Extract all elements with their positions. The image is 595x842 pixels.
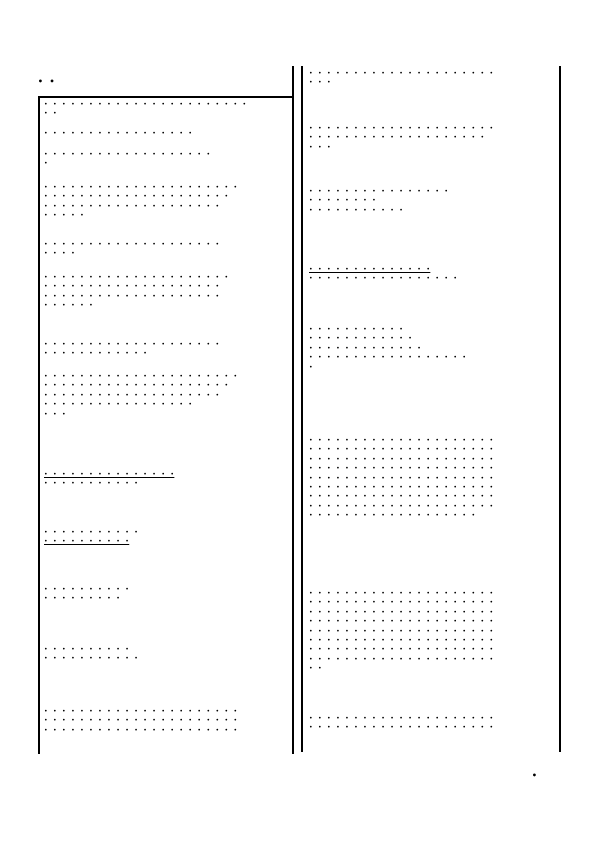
text-line: • • • • • • • • • • • • • • • • • • • bbox=[44, 151, 211, 158]
paragraph bbox=[44, 528, 290, 547]
text-line: • • • bbox=[309, 79, 332, 87]
text-line: • • • • • • • • • • • • • • • • • • • • • bbox=[44, 193, 229, 201]
text-line: • • • • • • • • • • • • • • • • • • • • • bbox=[309, 655, 494, 663]
paragraph bbox=[44, 129, 290, 138]
paragraph bbox=[309, 69, 555, 88]
text-block bbox=[44, 273, 290, 311]
paragraph bbox=[309, 187, 555, 215]
text-line: • • • • • • • • • • • • • • • • • • bbox=[309, 354, 467, 362]
text-block bbox=[44, 645, 290, 664]
text-line: • • • • • • • • • • • • • • • • • • • • bbox=[44, 391, 220, 399]
text-line: • • • • • • • • • • • • • • • • • • • • bbox=[44, 283, 220, 291]
text-line: • • • • • • • • • • • • • • • • • • • • • bbox=[309, 455, 494, 463]
text-line: • • bbox=[44, 110, 58, 118]
paragraph bbox=[309, 714, 555, 733]
text-line: • • • • • • • • • • • • • • • • • • • • • • bbox=[44, 708, 238, 715]
page-number: • bbox=[532, 771, 537, 780]
text-block bbox=[309, 187, 555, 215]
paragraph bbox=[44, 585, 290, 604]
paragraph bbox=[44, 100, 290, 119]
text-line: • • • • • • • • • • • • • • • • • • • • bbox=[44, 292, 220, 300]
paragraph bbox=[44, 340, 290, 359]
text-line: • • • • • • • • • • • • • • • • • • • • • bbox=[309, 608, 494, 616]
paragraph bbox=[309, 124, 555, 152]
text-line: • • • • • • • • • • • • • • • • • • • • • bbox=[309, 474, 494, 482]
text-line: • • • • • • • • • • • • • • • • • • • • bbox=[309, 134, 485, 142]
text-line: • • • • • • • • • • • • • • • • • bbox=[44, 130, 193, 137]
paragraph bbox=[44, 150, 290, 169]
text-line: • • • • • • • • • • • • • • • • • • • • • bbox=[309, 627, 494, 635]
text-line: • • • • • • • • • • • • • • • • • • • • • bbox=[309, 502, 494, 510]
text-block bbox=[309, 714, 555, 733]
text-line: • bbox=[44, 160, 49, 168]
text-line: • • • • • • • • • • • bbox=[44, 655, 139, 663]
text-block bbox=[44, 585, 290, 604]
text-line: • • • • • • • • • • • • • • • • • • • • • bbox=[309, 724, 494, 732]
text-line: • • • • • • • • • • • • • • • • • • • • • bbox=[309, 646, 494, 654]
text-line: • • • • • • • • • • • • • • • • • • • • • bbox=[309, 715, 494, 722]
paragraph bbox=[44, 645, 290, 664]
text-line: • • • • • • • • • • • • • • • • • • • • • bbox=[309, 590, 494, 597]
text-line: • • • bbox=[44, 410, 67, 418]
text-line: • • • • • • • • • • • • • • • • • • • • bbox=[44, 241, 220, 248]
paragraph bbox=[309, 265, 555, 284]
text-line: • • • • • • • • • • • • • • • • • • • • • bbox=[309, 599, 494, 607]
text-line: • • • bbox=[309, 143, 332, 151]
text-line: • • • • • • • • • • • • • • • • • • • • • bbox=[309, 125, 494, 132]
text-line: • • • • • • • • • • • • • • • • • • • • • • bbox=[44, 717, 238, 725]
text-block bbox=[44, 183, 290, 221]
text-line: • • • • • • • • • • • • • • • • • bbox=[44, 401, 193, 409]
text-line: • • • • • • • • • • • • • • • bbox=[44, 471, 175, 478]
text-line: • • • • • • • • • • • bbox=[44, 480, 139, 488]
text-block bbox=[309, 589, 555, 674]
paragraph bbox=[44, 183, 290, 221]
text-line: • • • • • • • • • • • bbox=[44, 529, 139, 536]
text-line: • • • • • • • • • • • • • • • • • • • • • bbox=[309, 70, 494, 77]
text-block bbox=[44, 100, 290, 119]
text-line: • • • • • • • • • • • • bbox=[44, 350, 148, 358]
text-line: • • • • • • • • • • • • • • • • • bbox=[309, 275, 458, 283]
text-block bbox=[44, 528, 290, 547]
text-line: • • • • • • • • • • bbox=[44, 538, 130, 546]
text-line: • • • • • • • • • • • • • • • • • • • • • • bbox=[44, 373, 238, 380]
column-divider bbox=[292, 66, 294, 752]
text-line: • • • • • • • • • • • • • • • • • • • • • • • bbox=[44, 101, 247, 108]
text-block bbox=[309, 325, 555, 372]
text-block bbox=[44, 240, 290, 259]
text-block bbox=[44, 707, 290, 735]
text-line: • • • • • • • • • • • • • • • • • • • • • bbox=[309, 618, 494, 626]
text-line: • • • • • • • • • • • • • • • • • • • • • bbox=[44, 274, 229, 281]
text-line: • • • • • • • • • • • bbox=[309, 326, 404, 333]
text-line: • • • • • • bbox=[44, 302, 94, 310]
text-line: • • • • • • • • • • • • • • • • • • • • bbox=[44, 202, 220, 210]
text-line: • • • • • • • • • • • • • • bbox=[309, 266, 431, 273]
text-line: • • • • • • • • • • bbox=[44, 646, 130, 653]
text-block bbox=[44, 470, 290, 489]
text-line: • • • • • • • • • • • • • • • • • • • bbox=[309, 512, 476, 520]
paragraph bbox=[44, 372, 290, 419]
paragraph bbox=[309, 325, 555, 372]
text-line: • • • • • • • • • • • • • • • • • • • • • bbox=[44, 382, 229, 390]
text-line: • • • • • • • • • • • • • • • • bbox=[309, 188, 449, 195]
paragraph bbox=[44, 470, 290, 489]
text-line: • • • • • • • • • • • • bbox=[309, 335, 413, 343]
text-line: • • • • • • • • • • • • • • • • • • • • • bbox=[309, 484, 494, 492]
text-line: • • • • • • • • • • • • • • • • • • • • bbox=[44, 341, 220, 348]
text-block bbox=[309, 124, 555, 152]
text-line: • • • • • • • • • bbox=[44, 595, 121, 603]
text-block bbox=[309, 69, 555, 88]
text-line: • • • • • • • • • • • • • • • • • • • • • bbox=[309, 637, 494, 645]
text-block bbox=[309, 436, 555, 521]
text-line: • • • • • • • • • • • bbox=[309, 206, 404, 214]
paragraph bbox=[309, 589, 555, 674]
paragraph bbox=[44, 273, 290, 311]
text-line: • • • • • • • • • • • • • • • • • • • • • bbox=[309, 493, 494, 501]
text-block bbox=[44, 129, 290, 138]
text-line: • • • • • • • • • • • • • • • • • • • • • bbox=[309, 437, 494, 444]
text-line: • • • • • • • • • • • • • bbox=[309, 344, 422, 352]
text-line: • • • • • • • • • • • • • • • • • • • • • • bbox=[44, 184, 238, 191]
text-line: • • • • • • • • • • • • • • • • • • • • • • bbox=[44, 726, 238, 734]
text-line: • • • • • • • • • • bbox=[44, 586, 130, 593]
text-block bbox=[309, 265, 555, 284]
text-line: • • • • bbox=[44, 250, 76, 258]
text-line: • • • • • bbox=[44, 212, 85, 220]
text-block bbox=[44, 372, 290, 419]
text-block bbox=[44, 340, 290, 359]
section-heading: • • bbox=[38, 77, 56, 86]
paragraph bbox=[309, 436, 555, 521]
paragraph bbox=[44, 240, 290, 259]
text-line: • • • • • • • • • • • • • • • • • • • • • bbox=[309, 446, 494, 454]
text-line: • • • • • • • • bbox=[309, 197, 377, 205]
text-line: • bbox=[309, 363, 314, 371]
paragraph bbox=[44, 707, 290, 735]
text-line: • • bbox=[309, 665, 323, 673]
text-line: • • • • • • • • • • • • • • • • • • • • • bbox=[309, 465, 494, 473]
text-block bbox=[44, 150, 290, 169]
